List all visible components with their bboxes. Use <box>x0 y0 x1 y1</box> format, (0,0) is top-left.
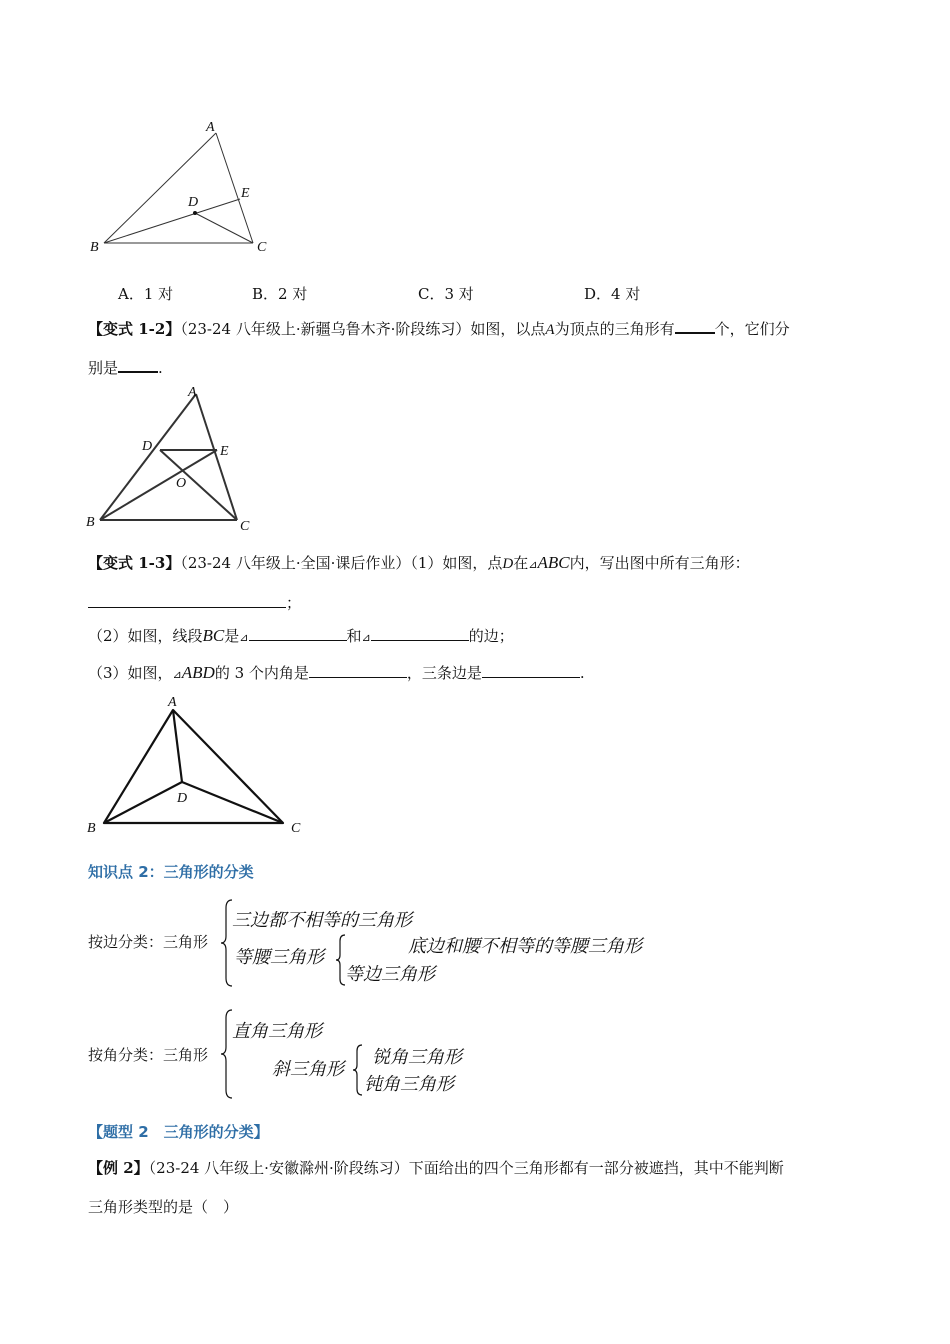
option-b-letter: B． <box>252 285 279 303</box>
by-side-label: 按边分类：三角形 <box>88 933 209 951</box>
variant13-blank-q3-1[interactable] <box>309 663 407 678</box>
option-a-letter: A． <box>118 285 144 303</box>
variant13-abd: ABD <box>181 663 215 682</box>
by-angle-sub2: 钝角三角形 <box>364 1074 454 1095</box>
option-d[interactable] <box>584 283 640 304</box>
label-c: C <box>240 519 250 534</box>
variant12-line2 <box>88 357 163 378</box>
variant13-tail: 内，写出图中所有三角形： <box>569 554 750 572</box>
variant12-blank1[interactable] <box>675 318 715 334</box>
variant12-tag: 【变式 1-2】 <box>88 320 181 338</box>
variant12-line2b: . <box>158 359 163 377</box>
segment-be <box>104 199 240 243</box>
triangle-symbol: ⊿ <box>361 631 371 644</box>
variant13-blank-q2-1[interactable] <box>249 626 347 641</box>
triangle-symbol: ⊿ <box>528 558 538 571</box>
label-b: B <box>90 240 99 255</box>
variant13-answer-line <box>88 592 301 613</box>
option-a-text: 1 对 <box>143 285 174 303</box>
option-c[interactable] <box>418 283 474 304</box>
by-side-sub2: 等边三角形 <box>345 964 435 985</box>
figure-triangle-abc-d <box>80 690 320 840</box>
segment-cd <box>182 782 283 823</box>
option-c-letter: C． <box>418 285 445 303</box>
segment-ab <box>100 394 196 520</box>
variant13-abc: ABC <box>537 553 570 572</box>
variant13-q2b: 是 <box>224 627 240 645</box>
figure-triangle-abc-de <box>80 115 280 260</box>
triangle-symbol: ⊿ <box>172 668 182 681</box>
option-d-text: 4 对 <box>611 285 641 303</box>
example2-tag: 【例 2】 <box>88 1159 149 1177</box>
label-b: B <box>87 821 96 836</box>
figure-triangle-abc-deo <box>80 380 270 535</box>
option-a[interactable] <box>118 283 173 304</box>
by-angle-item2: 斜三角形 <box>272 1059 344 1080</box>
variant13-q2a: （2）如图，线段 <box>88 627 203 645</box>
label-o: O <box>176 476 187 491</box>
variant12-point: A <box>545 322 555 338</box>
type2-title: 【题型 2 三角形的分类】 <box>88 1123 269 1141</box>
by-side-item2: 等腰三角形 <box>234 947 324 968</box>
label-e: E <box>241 186 250 201</box>
variant13-q2d: 的边； <box>468 627 514 645</box>
point-d-dot <box>193 211 197 215</box>
label-c: C <box>291 821 301 836</box>
brace-oblique <box>352 1043 364 1097</box>
variant13-blank-q2-2[interactable] <box>371 626 469 641</box>
variant13-q2c: 和 <box>346 627 362 645</box>
option-b[interactable] <box>252 283 307 304</box>
example2-line2: 三角形类型的是（ ） <box>88 1198 239 1216</box>
variant12-blank2[interactable] <box>118 357 158 373</box>
by-side-sub1: 底边和腰不相等的等腰三角形 <box>408 936 642 957</box>
variant12-text3: 个，它们分 <box>714 320 790 338</box>
variant13-q3a: （3）如图， <box>88 664 173 682</box>
example2-text: （23-24 八年级上·安徽滁州·阶段练习）下面给出的四个三角形都有一部分被遮挡，其中不能判断 <box>148 1159 784 1177</box>
label-e: E <box>220 444 229 459</box>
label-d: D <box>177 791 188 806</box>
triangle-abc <box>104 710 283 823</box>
option-b-text: 2 对 <box>278 285 308 303</box>
variant13-line1 <box>88 552 750 573</box>
knowledge2-title: 知识点 2：三角形的分类 <box>88 863 254 881</box>
variant13-semicolon: ； <box>286 594 302 612</box>
label-a: A <box>168 695 177 710</box>
variant12-text2: 为顶点的三角形有 <box>554 320 675 338</box>
label-a: A <box>206 120 215 135</box>
variant13-bc: BC <box>202 626 225 645</box>
segment-ad <box>173 710 182 782</box>
variant13-in-text: 在 <box>513 554 529 572</box>
variant13-blank-q3-2[interactable] <box>482 663 580 678</box>
label-a: A <box>188 385 197 400</box>
option-d-letter: D． <box>584 285 612 303</box>
label-d: D <box>188 195 199 210</box>
variant13-blank-triangles[interactable] <box>88 593 286 608</box>
by-angle-sub1: 锐角三角形 <box>372 1047 462 1068</box>
variant13-q3b: 的 3 个内角是 <box>214 664 309 682</box>
example2-line1 <box>88 1157 784 1178</box>
variant12-line1 <box>88 318 790 339</box>
option-c-text: 3 对 <box>444 285 474 303</box>
label-d: D <box>142 439 153 454</box>
variant13-q2 <box>88 625 514 646</box>
segment-ab <box>104 133 216 243</box>
label-b: B <box>86 515 95 530</box>
triangle-symbol: ⊿ <box>239 631 249 644</box>
by-angle-item1: 直角三角形 <box>232 1021 322 1042</box>
variant12-source: （23-24 八年级上·新疆乌鲁木齐·阶段练习）如图，以点 <box>180 320 546 338</box>
variant12-line2a: 别是 <box>88 359 119 377</box>
by-side-item1: 三边都不相等的三角形 <box>232 910 412 931</box>
label-c: C <box>257 240 267 255</box>
variant13-q3 <box>88 662 585 683</box>
variant13-source: （23-24 八年级上·全国·课后作业）（1）如图，点 <box>180 554 503 572</box>
variant13-q3c: ，三条边是 <box>406 664 482 682</box>
variant13-tag: 【变式 1-3】 <box>88 554 181 572</box>
variant13-point: D <box>502 556 514 572</box>
by-angle-label: 按角分类：三角形 <box>88 1046 209 1064</box>
variant13-q3d: . <box>579 664 585 682</box>
